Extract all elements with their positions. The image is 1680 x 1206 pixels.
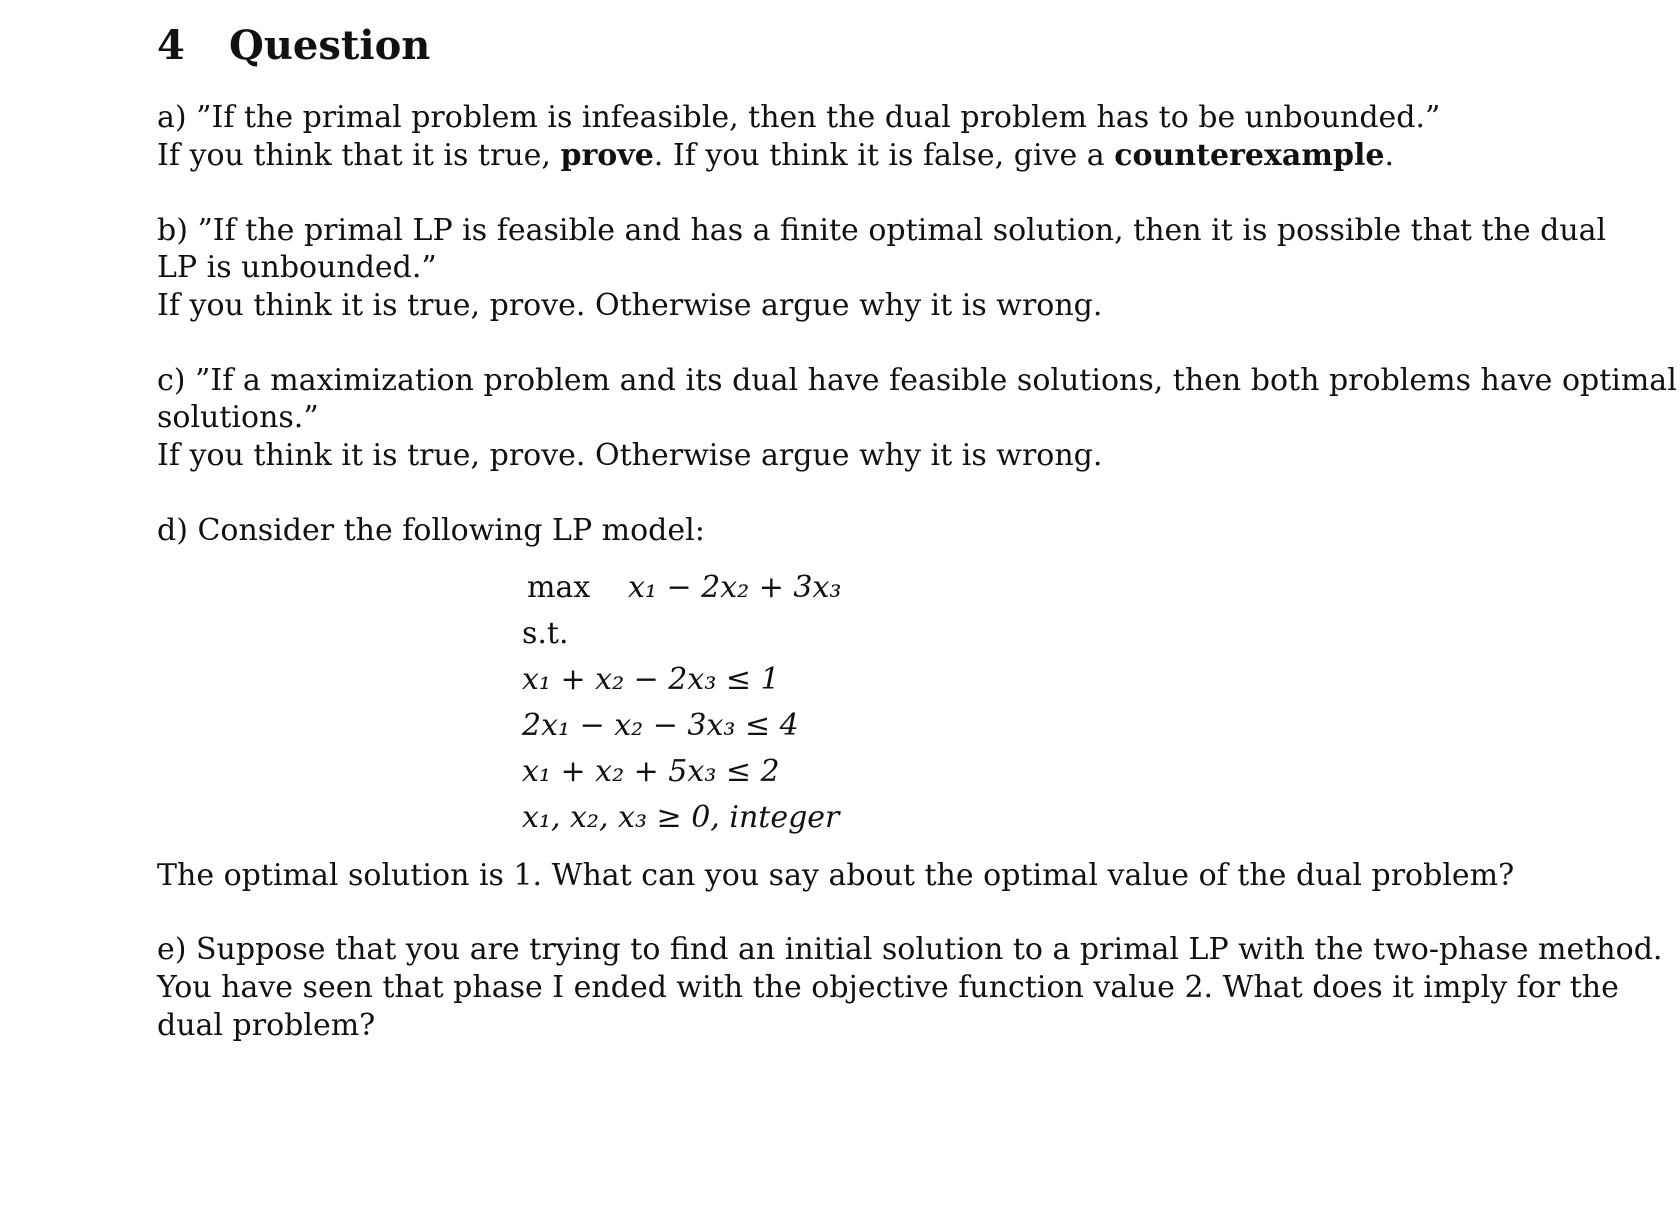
part-a-text-2: . If you think it is false, give a <box>653 138 1115 173</box>
section-number: 4 <box>157 22 185 69</box>
part-e-line3: dual problem? <box>157 1008 376 1043</box>
part-a-text-1: If you think that it is true, <box>157 138 561 173</box>
section-heading <box>157 22 430 69</box>
counterexample-emphasis: counterexample <box>1114 138 1385 173</box>
lp-objective-keyword: max <box>527 570 591 605</box>
part-b-instruction: If you think it is true, prove. Otherwise argue why it is wrong. <box>157 288 1103 323</box>
part-d-followup: The optimal solution is 1. What can you say about the optimal value of the dual problem? <box>157 858 1515 893</box>
lp-nonnegativity: x₁, x₂, x₃ ≥ 0, integer <box>522 800 840 835</box>
lp-subject-to: s.t. <box>522 616 569 651</box>
part-a-statement: a) ”If the primal problem is infeasible, then the dual problem has to be unbounded.” <box>157 100 1441 135</box>
part-c-statement-line1: c) ”If a maximization problem and its dual have feasible solutions, then both problems have optimal <box>157 363 1677 398</box>
lp-objective: x₁ − 2x₂ + 3x₃ <box>628 570 842 605</box>
part-b-statement-line2: LP is unbounded.” <box>157 250 437 285</box>
part-a-text-3: . <box>1384 138 1395 173</box>
part-e-line1: e) Suppose that you are trying to find an initial solution to a primal LP with the two-phase method. <box>157 932 1663 967</box>
section-title: Question <box>229 22 431 69</box>
lp-constraint-2: 2x₁ − x₂ − 3x₃ ≤ 4 <box>522 708 799 743</box>
part-a-instruction <box>157 136 1394 176</box>
part-d-intro: d) Consider the following LP model: <box>157 513 705 548</box>
part-e-line2: You have seen that phase I ended with the objective function value 2. What does it imply for the <box>157 970 1619 1005</box>
part-b-statement-line1: b) ”If the primal LP is feasible and has a finite optimal solution, then it is possible that the dual <box>157 213 1607 248</box>
lp-constraint-3: x₁ + x₂ + 5x₃ ≤ 2 <box>522 754 780 789</box>
lp-constraint-1: x₁ + x₂ − 2x₃ ≤ 1 <box>522 662 780 697</box>
part-c-instruction: If you think it is true, prove. Otherwise argue why it is wrong. <box>157 438 1103 473</box>
prove-emphasis: prove <box>560 138 654 173</box>
part-c-statement-line2: solutions.” <box>157 400 319 435</box>
